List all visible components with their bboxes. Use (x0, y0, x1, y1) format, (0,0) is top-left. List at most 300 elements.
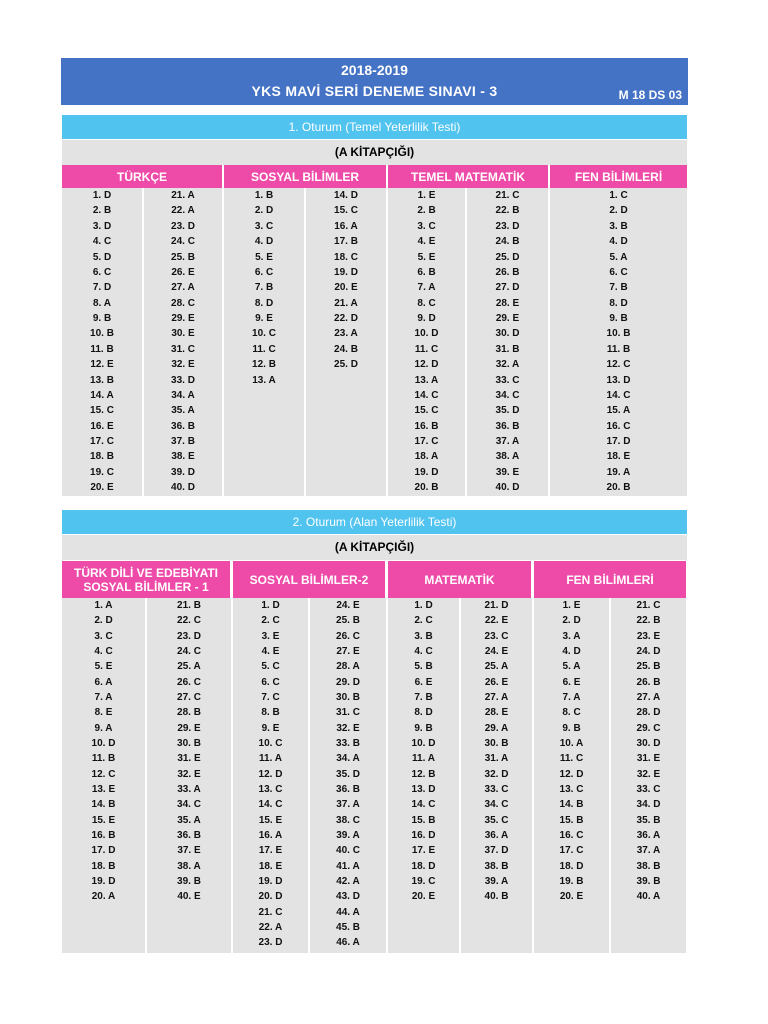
answer-item: 7. D (92, 282, 112, 294)
answer-item: 6. C (261, 676, 280, 688)
answer-item: 27. C (177, 691, 201, 703)
answer-item: 10. D (91, 737, 116, 749)
answer-item: 40. B (484, 891, 509, 903)
answer-item: 40. A (636, 891, 661, 903)
answer-item: 5. E (94, 661, 113, 673)
answer-item: 16. B (414, 420, 439, 432)
subject-sosyal-bilimler-2-header: SOSYAL BİLİMLER-2 (233, 561, 385, 598)
answer-item: 28. E (484, 707, 509, 719)
answer-item: 17. C (559, 845, 584, 857)
answer-item: 37. B (171, 436, 195, 447)
answer-item: 10. D (411, 737, 436, 749)
answer-item: 37. A (336, 799, 360, 811)
answer-item: 17. C (90, 436, 114, 447)
answer-item: 24. B (334, 343, 358, 355)
answer-item: 21. C (258, 906, 283, 918)
answer-item: 12. C (91, 768, 116, 780)
answer-item: 19. A (606, 466, 631, 478)
answer-item: 40. E (177, 891, 201, 903)
answer-item: 1. C (609, 190, 628, 201)
answer-item: 25. A (177, 661, 201, 673)
answer-item: 18. E (258, 860, 283, 872)
answer-item: 1. D (92, 190, 112, 201)
answer-item: 34. C (484, 799, 509, 811)
answer-item: 8. E (94, 707, 113, 719)
answer-item: 39. A (484, 875, 509, 887)
answer-item: 36. B (171, 420, 195, 432)
answer-item: 34. A (336, 753, 360, 765)
answer-item: 27. A (484, 691, 509, 703)
answer-item: 26. C (177, 676, 201, 688)
answer-item: 8. D (254, 297, 274, 309)
answer-item: 33. D (171, 374, 195, 386)
answer-item: 4. D (609, 236, 628, 248)
answer-item: 14. C (258, 799, 283, 811)
answer-item: 38. A (495, 451, 520, 463)
answer-item: 14. D (334, 190, 358, 201)
answer-item: 40. D (495, 482, 520, 494)
answer-item: 12. C (606, 359, 631, 371)
answer-item: 28. E (495, 297, 520, 309)
answer-item: 11. A (259, 753, 282, 765)
answer-item: 29. E (495, 313, 520, 324)
answer-item: 31. A (484, 753, 509, 765)
answer-item: 41. A (336, 860, 360, 872)
answer-item: 33. C (495, 374, 520, 386)
answer-item: 21. C (495, 190, 520, 201)
answer-item: 5. D (92, 251, 112, 263)
answer-item: 40. C (336, 845, 360, 857)
answer-item: 19. C (411, 875, 436, 887)
answer-item: 4. C (414, 645, 433, 657)
answer-item: 23. A (334, 328, 358, 340)
answer-item: 12. D (414, 359, 439, 371)
answer-item: 16. D (411, 829, 436, 841)
answer-item: 37. A (636, 845, 661, 857)
answer-item: 31. C (336, 707, 360, 719)
answer-item: 25. A (484, 661, 509, 673)
answer-item: 21. A (171, 190, 195, 201)
answer-item: 15. B (559, 814, 584, 826)
answer-item: 9. D (417, 313, 436, 324)
answer-item: 30. D (495, 328, 520, 340)
answer-item: 7. B (254, 282, 274, 294)
answer-item: 23. C (484, 630, 509, 642)
answer-item: 6. E (414, 676, 433, 688)
answer-item: 8. D (609, 297, 628, 309)
answer-item: 19. D (258, 875, 283, 887)
answer-item: 8. A (93, 297, 111, 309)
answer-item: 27. A (636, 691, 661, 703)
answer-item: 18. B (91, 860, 116, 872)
answer-item: 29. E (171, 313, 195, 324)
answer-item: 29. A (484, 722, 509, 734)
answer-item: 4. C (94, 645, 113, 657)
answer-item: 39. B (177, 875, 201, 887)
answer-column-sosyal-1 (224, 188, 304, 388)
answer-item: 14. B (91, 799, 116, 811)
answer-item: 17. B (334, 236, 358, 248)
answer-item: 36. B (336, 783, 360, 795)
answer-item: 5. A (609, 251, 628, 263)
answer-item: 2. C (261, 615, 280, 627)
answer-item: 26. B (636, 676, 661, 688)
answer-item: 7. B (609, 282, 628, 294)
answer-item: 22. C (177, 615, 201, 627)
answer-item: 31. E (177, 753, 201, 765)
answer-item: 2. C (414, 615, 433, 627)
answer-item: 38. B (636, 860, 661, 872)
exam-title: YKS MAVİ SERİ DENEME SINAVI - 3 (251, 83, 498, 99)
answer-item: 3. D (92, 220, 112, 232)
answer-item: 25. B (636, 661, 661, 673)
answer-item: 7. A (94, 691, 113, 703)
answer-item: 13. D (411, 783, 436, 795)
answer-item: 33. C (484, 783, 509, 795)
answer-item: 1. E (562, 600, 581, 611)
answer-item: 18. C (334, 251, 358, 263)
answer-item: 1. D (414, 600, 433, 611)
answer-item: 15. C (90, 405, 114, 417)
answer-item: 11. B (91, 753, 116, 765)
answer-item: 9. B (562, 722, 581, 734)
answer-item: 18. B (90, 451, 114, 463)
answer-column-sosyal-2-1 (233, 598, 308, 951)
answer-item: 44. A (336, 906, 360, 918)
answer-item: 6. B (417, 266, 436, 278)
answer-item: 26. C (336, 630, 360, 642)
answer-item: 38. B (484, 860, 509, 872)
answer-item: 20. E (334, 282, 358, 294)
answer-item: 16. C (606, 420, 631, 432)
answer-item: 46. A (336, 937, 360, 949)
answer-item: 4. E (261, 645, 280, 657)
answer-item: 31. E (636, 753, 661, 765)
answer-item: 9. E (261, 722, 280, 734)
answer-item: 39. E (495, 466, 520, 478)
answer-item: 20. E (559, 891, 584, 903)
answer-item: 4. E (417, 236, 436, 248)
answer-item: 45. B (336, 921, 360, 933)
answer-item: 18. A (414, 451, 439, 463)
answer-item: 19. D (91, 875, 116, 887)
answer-item: 20. D (258, 891, 283, 903)
answer-item: 23. D (258, 937, 283, 949)
answer-item: 1. D (261, 600, 280, 611)
answer-item: 22. B (636, 615, 661, 627)
answer-item: 21. B (177, 600, 201, 611)
answer-item: 16. C (559, 829, 584, 841)
answer-item: 9. B (92, 313, 112, 324)
answer-item: 29. D (336, 676, 360, 688)
answer-item: 6. E (562, 676, 581, 688)
session-1-title: 1. Oturum (Temel Yeterlilik Testi) (62, 115, 687, 139)
answer-item: 16. B (91, 829, 116, 841)
answer-item: 14. A (90, 389, 114, 401)
subject-matematik-header: MATEMATİK (388, 561, 531, 598)
answer-item: 8. D (414, 707, 433, 719)
answer-item: 12. B (411, 768, 436, 780)
answer-item: 22. D (334, 313, 358, 324)
answer-item: 3. B (609, 220, 628, 232)
answer-item: 12. E (90, 359, 114, 371)
answer-item: 22. E (484, 615, 509, 627)
answer-item: 9. B (609, 313, 628, 324)
answer-column-turkce-1 (62, 188, 142, 496)
answer-item: 30. D (636, 737, 661, 749)
answer-column-turkce-2 (144, 188, 222, 496)
answer-item: 18. E (606, 451, 631, 463)
answer-item: 25. B (171, 251, 195, 263)
answer-column-turk-dili-1 (62, 598, 145, 905)
answer-item: 21. D (484, 600, 509, 611)
answer-item: 27. D (495, 282, 520, 294)
answer-item: 34. D (636, 799, 661, 811)
answer-item: 23. E (636, 630, 661, 642)
answer-item: 36. B (177, 829, 201, 841)
session-1-booklet: (A KİTAPÇIĞI) (62, 140, 687, 165)
answer-item: 26. E (484, 676, 509, 688)
answer-item: 19. C (90, 466, 114, 478)
answer-item: 7. C (261, 691, 280, 703)
answer-item: 20. E (90, 482, 114, 494)
answer-item: 17. E (411, 845, 436, 857)
answer-item: 5. E (255, 251, 273, 263)
answer-item: 36. A (484, 829, 509, 841)
answer-item: 11. C (559, 753, 584, 765)
answer-item: 30. E (171, 328, 195, 340)
answer-item: 24. C (171, 236, 195, 248)
answer-item: 15. C (334, 205, 358, 217)
answer-item: 14. C (414, 389, 439, 401)
answer-item: 10. B (606, 328, 631, 340)
answer-item: 23. D (171, 220, 195, 232)
answer-item: 16. E (90, 420, 114, 432)
answer-item: 35. D (495, 405, 520, 417)
answer-item: 1. A (94, 600, 113, 611)
answer-column-fen-bilimleri (550, 188, 687, 496)
answer-item: 31. C (171, 343, 195, 355)
answer-item: 22. B (495, 205, 520, 217)
subject-fen-bilimleri-header: FEN BİLİMLERİ (550, 165, 687, 188)
answer-item: 9. B (414, 722, 433, 734)
answer-item: 28. D (636, 707, 661, 719)
answer-item: 17. D (606, 436, 631, 447)
answer-item: 22. A (258, 921, 283, 933)
answer-item: 8. C (417, 297, 436, 309)
session-2-booklet: (A KİTAPÇIĞI) (62, 535, 687, 560)
answer-item: 30. B (484, 737, 509, 749)
answer-item: 38. A (177, 860, 201, 872)
answer-item: 32. E (336, 722, 360, 734)
answer-item: 3. C (254, 220, 274, 232)
answer-item: 23. D (177, 630, 201, 642)
answer-item: 30. B (336, 691, 360, 703)
answer-item: 3. E (261, 630, 280, 642)
answer-item: 3. C (94, 630, 113, 642)
answer-item: 24. B (495, 236, 520, 248)
answer-item: 34. C (177, 799, 201, 811)
answer-item: 34. C (495, 389, 520, 401)
answer-item: 25. D (495, 251, 520, 263)
answer-item: 25. B (336, 615, 360, 627)
answer-item: 32. E (171, 359, 195, 371)
answer-item: 14. C (411, 799, 436, 811)
answer-item: 15. E (258, 814, 283, 826)
answer-item: 34. A (171, 389, 195, 401)
answer-item: 35. B (636, 814, 661, 826)
answer-item: 24. E (484, 645, 509, 657)
answer-item: 25. D (334, 359, 358, 371)
answer-item: 43. D (336, 891, 360, 903)
answer-item: 40. D (171, 482, 195, 494)
answer-item: 5. B (414, 661, 433, 673)
answer-item: 39. D (171, 466, 195, 478)
answer-item: 1. B (254, 190, 274, 201)
answer-item: 20. E (411, 891, 436, 903)
answer-item: 26. E (171, 266, 195, 278)
answer-item: 11. A (412, 753, 435, 765)
answer-item: 5. C (261, 661, 280, 673)
answer-item: 7. B (414, 691, 433, 703)
answer-item: 13. C (559, 783, 584, 795)
answer-item: 19. D (414, 466, 439, 478)
answer-item: 6. C (92, 266, 112, 278)
answer-item: 14. B (559, 799, 584, 811)
subject-turk-dili-header: TÜRK DİLİ VE EDEBİYATI SOSYAL BİLİMLER - 1 (62, 561, 230, 598)
answer-column-matematik-1 (388, 598, 459, 905)
answer-item: 2. B (92, 205, 112, 217)
answer-item: 10. D (414, 328, 439, 340)
answer-item: 18. D (411, 860, 436, 872)
answer-item: 14. C (606, 389, 631, 401)
answer-item: 36. A (636, 829, 661, 841)
answer-item: 2. B (417, 205, 436, 217)
answer-item: 31. B (495, 343, 520, 355)
answer-item: 27. A (171, 282, 195, 294)
answer-item: 17. E (258, 845, 283, 857)
answer-item: 38. C (336, 814, 360, 826)
answer-item: 37. E (177, 845, 201, 857)
answer-item: 26. B (495, 266, 520, 278)
answer-item: 4. D (562, 645, 581, 657)
answer-item: 8. C (562, 707, 581, 719)
answer-item: 15. A (606, 405, 631, 417)
answer-item: 13. D (606, 374, 631, 386)
subject-fen-bilimleri-2-header: FEN BİLİMLERİ (534, 561, 686, 598)
answer-item: 10. C (258, 737, 283, 749)
answer-column-fen-bilimleri-2-2 (611, 598, 686, 905)
answer-item: 2. D (94, 615, 113, 627)
answer-item: 10. A (559, 737, 584, 749)
answer-item: 11. B (606, 343, 631, 355)
answer-item: 3. A (562, 630, 581, 642)
answer-item: 20. A (91, 891, 116, 903)
answer-item: 24. D (636, 645, 661, 657)
answer-column-sosyal-2 (306, 188, 386, 373)
answer-item: 13. B (90, 374, 114, 386)
answer-item: 4. D (254, 236, 274, 248)
answer-item: 28. A (336, 661, 360, 673)
answer-item: 37. D (484, 845, 509, 857)
answer-item: 11. C (252, 343, 276, 355)
session-2-title: 2. Oturum (Alan Yeterlilik Testi) (62, 510, 687, 534)
answer-column-fen-bilimleri-2-1 (534, 598, 609, 905)
answer-item: 18. D (559, 860, 584, 872)
answer-item: 7. A (562, 691, 581, 703)
answer-item: 9. E (255, 313, 273, 324)
answer-item: 20. B (414, 482, 439, 494)
answer-item: 13. A (252, 374, 276, 386)
answer-item: 35. A (177, 814, 201, 826)
answer-item: 11. B (90, 343, 114, 355)
answer-item: 28. C (171, 297, 195, 309)
answer-item: 5. E (417, 251, 436, 263)
answer-column-turk-dili-2 (147, 598, 231, 905)
exam-header (61, 58, 688, 105)
answer-item: 23. D (495, 220, 520, 232)
answer-column-sosyal-2-2 (310, 598, 386, 951)
exam-year: 2018-2019 (341, 62, 408, 78)
answer-item: 29. C (636, 722, 661, 734)
answer-item: 2. D (609, 205, 628, 217)
answer-item: 24. E (336, 600, 360, 611)
answer-item: 33. B (336, 737, 360, 749)
answer-item: 6. C (609, 266, 628, 278)
answer-item: 42. A (336, 875, 360, 887)
answer-item: 7. A (417, 282, 436, 294)
answer-item: 20. B (606, 482, 631, 494)
answer-item: 10. B (90, 328, 114, 340)
answer-item: 33. A (177, 783, 201, 795)
answer-item: 19. B (559, 875, 584, 887)
answer-item: 2. D (562, 615, 581, 627)
answer-item: 13. E (91, 783, 116, 795)
answer-item: 35. C (484, 814, 509, 826)
answer-item: 10. C (252, 328, 276, 340)
answer-item: 9. A (94, 722, 113, 734)
answer-item: 32. E (636, 768, 661, 780)
answer-item: 32. A (495, 359, 520, 371)
answer-item: 1. E (417, 190, 436, 201)
answer-item: 4. C (92, 236, 112, 248)
answer-item: 30. B (177, 737, 201, 749)
answer-item: 15. B (411, 814, 436, 826)
answer-column-temel-matematik-1 (388, 188, 465, 496)
answer-item: 37. A (495, 436, 520, 447)
subject-turkce-header: TÜRKÇE (62, 165, 222, 188)
answer-item: 33. C (636, 783, 661, 795)
answer-item: 12. B (252, 359, 276, 371)
answer-item: 35. D (336, 768, 360, 780)
answer-item: 8. B (261, 707, 280, 719)
exam-code: M 18 DS 03 (618, 88, 682, 102)
answer-item: 29. E (177, 722, 201, 734)
answer-column-matematik-2 (461, 598, 532, 905)
answer-item: 13. C (258, 783, 283, 795)
subject-sosyal-bilimler-header: SOSYAL BİLİMLER (224, 165, 386, 188)
answer-item: 21. A (334, 297, 358, 309)
answer-item: 2. D (254, 205, 274, 217)
answer-item: 21. C (636, 600, 661, 611)
answer-item: 16. A (334, 220, 358, 232)
answer-item: 17. C (414, 436, 439, 447)
answer-item: 17. D (91, 845, 116, 857)
answer-item: 28. B (177, 707, 201, 719)
answer-item: 3. B (414, 630, 433, 642)
answer-item: 32. E (177, 768, 201, 780)
answer-item: 36. B (495, 420, 520, 432)
